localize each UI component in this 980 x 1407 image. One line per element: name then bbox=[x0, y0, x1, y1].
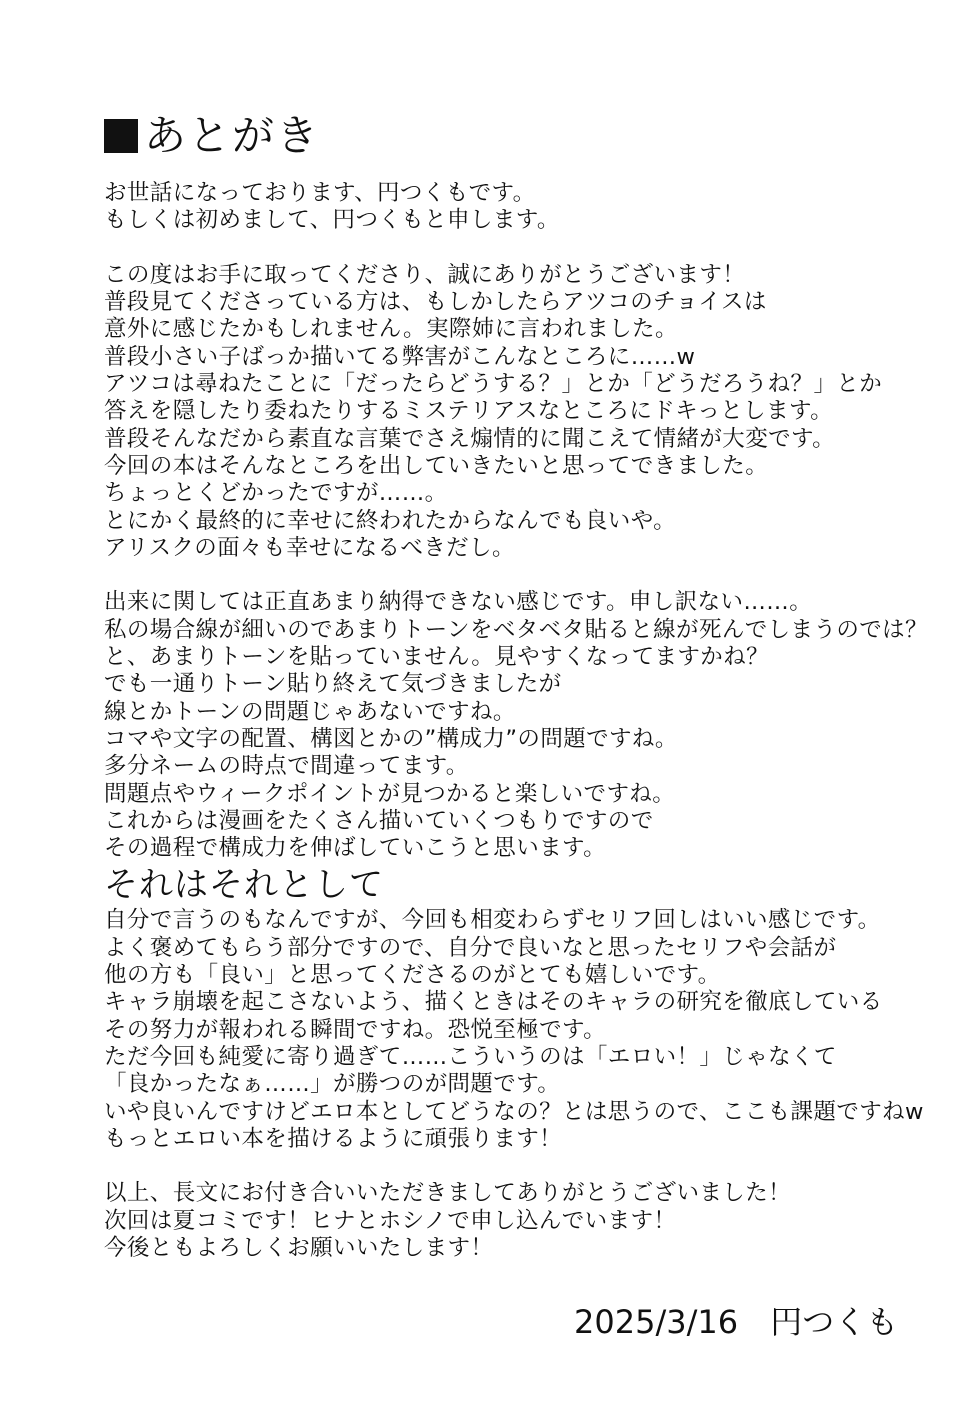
text-line: 私の場合線が細いのであまりトーンをベタベタ貼ると線が死んでしまうのでは？ bbox=[104, 616, 928, 643]
text-line: この度はお手に取ってくださり、誠にありがとうございます！ bbox=[104, 261, 746, 288]
black-square-icon bbox=[104, 119, 138, 153]
text-line: 以上、長文にお付き合いいただきましてありがとうございました！ bbox=[104, 1180, 792, 1207]
text-line: 普段そんなだから素直な言葉でさえ煽情的に聞こえて情緒が大変です。 bbox=[104, 425, 836, 452]
text-line: ただ今回も純愛に寄り過ぎて……こういうのは「エロい！」じゃなくて bbox=[104, 1043, 837, 1070]
text-line: 普段見てくださっている方は、もしかしたらアツコのチョイスは bbox=[104, 289, 767, 316]
text-line: アリスクの面々も幸せになるべきだし。 bbox=[104, 534, 515, 561]
signature bbox=[574, 1304, 898, 1340]
text-line: 問題点やウィークポイントが見つかると楽しいですね。 bbox=[104, 780, 676, 807]
text-line: 今回の本はそんなところを出していきたいと思ってできました。 bbox=[104, 452, 769, 479]
text-line: 普段小さい子ばっか描いてる弊害がこんなところに……w bbox=[104, 343, 696, 370]
text-line: これからは漫画をたくさん描いていくつもりですので bbox=[104, 807, 654, 834]
text-line: コマや文字の配置、構図とかの”構成力”の問題ですね。 bbox=[104, 725, 678, 752]
text-line: と、あまりトーンを貼っていません。見やすくなってますかね？ bbox=[104, 644, 770, 671]
text-line: 「良かったなぁ……」が勝つのが問題です。 bbox=[104, 1071, 561, 1098]
text-line: キャラ崩壊を起こさないよう、描くときはそのキャラの研究を徹底している bbox=[104, 989, 883, 1016]
text-line: とにかく最終的に幸せに終われたからなんでも良いや。 bbox=[104, 507, 677, 534]
section-subheading: それはそれとして bbox=[104, 865, 384, 906]
text-line: その過程で構成力を伸ばしていこうと思います。 bbox=[104, 835, 607, 862]
text-line: 他の方も「良い」と思ってくださるのがとても嬉しいです。 bbox=[104, 962, 721, 989]
text-line: 出来に関しては正直あまり納得できない感じです。申し訳ない……。 bbox=[104, 589, 813, 616]
text-line: もしくは初めまして、円つくもと申します。 bbox=[104, 207, 560, 234]
text-line: もっとエロい本を描けるように頑張ります！ bbox=[104, 1125, 563, 1152]
text-line: その努力が報われる瞬間ですね。恐悦至極です。 bbox=[104, 1016, 607, 1043]
text-line: よく褒めてもらう部分ですので、自分で良いなと思ったセリフや会話が bbox=[104, 934, 837, 961]
text-line: 今後ともよろしくお願いいたします！ bbox=[104, 1234, 494, 1261]
text-line: いや良いんですけどエロ本としてどうなの？とは思うので、ここも課題ですねw bbox=[104, 1098, 924, 1125]
signature-date: 2025/3/16 bbox=[574, 1303, 739, 1341]
text-line: 次回は夏コミです！ヒナとホシノで申し込んでいます！ bbox=[104, 1207, 677, 1234]
page-title bbox=[104, 108, 320, 164]
paragraph-dialogue bbox=[104, 907, 964, 1153]
paragraph-quality bbox=[104, 589, 964, 862]
paragraph-thanks bbox=[104, 262, 964, 562]
intro-paragraph bbox=[104, 180, 964, 235]
text-line: ちょっとくどかったですが……。 bbox=[104, 480, 448, 507]
text-line: でも一通りトーン貼り終えて気づきましたが bbox=[104, 671, 562, 698]
text-line: 答えを隠したり委ねたりするミステリアスなところにドキっとします。 bbox=[104, 398, 833, 425]
text-line: お世話になっております、円つくもです。 bbox=[104, 180, 536, 206]
text-line: 自分で言うのもなんですが、今回も相変わらずセリフ回しはいい感じです。 bbox=[104, 907, 881, 934]
signature-author: 円つくも bbox=[770, 1303, 899, 1341]
text-line: 意外に感じたかもしれません。実際姉に言われました。 bbox=[104, 316, 678, 343]
title-text: あとがき bbox=[144, 111, 321, 160]
text-line: アツコは尋ねたことに「だったらどうする？」とか「どうだろうね？」とか bbox=[104, 371, 883, 398]
text-line: 線とかトーンの問題じゃあないですね。 bbox=[104, 698, 516, 725]
paragraph-closing bbox=[104, 1180, 964, 1262]
afterword-body bbox=[104, 180, 964, 1262]
text-line: 多分ネームの時点で間違ってます。 bbox=[104, 753, 469, 780]
